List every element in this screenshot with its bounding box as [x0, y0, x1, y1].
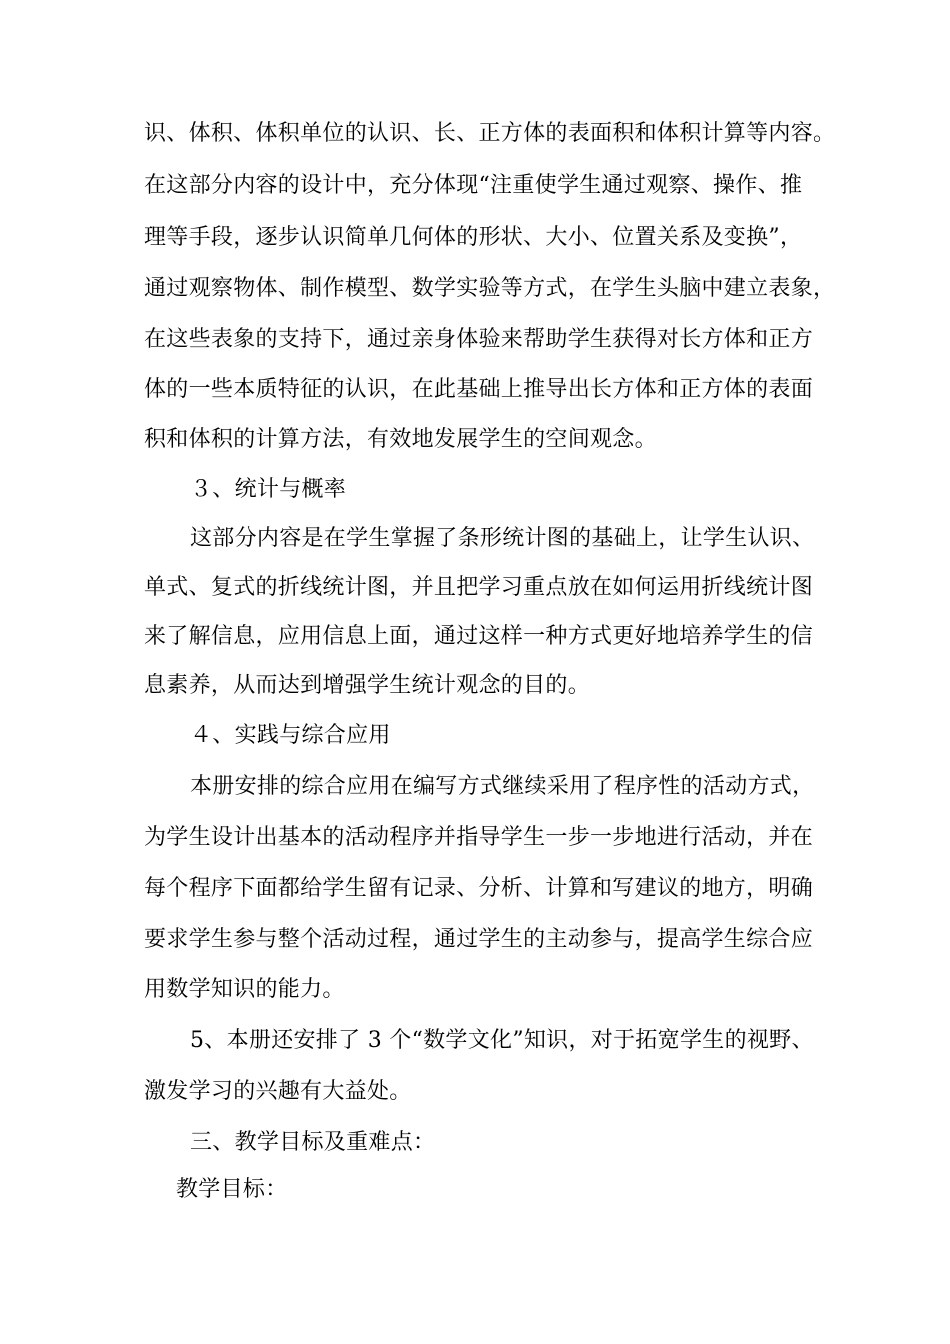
body-line: 这部分内容是在学生掌握了条形统计图的基础上，让学生认识、	[190, 526, 815, 551]
body-line: 为学生设计出基本的活动程序并指导学生一步一步地进行活动，并在	[144, 825, 814, 850]
body-line: 5、本册还安排了 3 个“数学文化”知识，对于拓宽学生的视野、	[190, 1028, 814, 1053]
subsection-heading: 教学目标：	[176, 1177, 288, 1202]
body-line: 激发学习的兴趣有大益处。	[144, 1079, 412, 1104]
body-line: 通过观察物体、制作模型、数学实验等方式，在学生头脑中建立表象，	[144, 276, 836, 301]
body-line: 息素养，从而达到增强学生统计观念的目的。	[144, 673, 591, 698]
body-line: 体的一些本质特征的认识，在此基础上推导出长方体和正方体的表面	[144, 377, 814, 402]
body-line: 理等手段，逐步认识简单几何体的形状、大小、位置关系及变换”，	[144, 225, 803, 250]
section-heading: ３、统计与概率	[190, 477, 347, 502]
body-line: 来了解信息，应用信息上面，通过这样一种方式更好地培养学生的信	[144, 624, 814, 649]
body-line: 识、体积、体积单位的认识、长、正方体的表面积和体积计算等内容。	[144, 121, 836, 146]
body-line: 在这部分内容的设计中，充分体现“注重使学生通过观察、操作、推	[144, 173, 803, 198]
body-line: 每个程序下面都给学生留有记录、分析、计算和写建议的地方，明确	[144, 876, 814, 901]
section-heading: 三、教学目标及重难点：	[190, 1130, 436, 1155]
section-heading: ４、实践与综合应用	[190, 723, 391, 748]
body-line: 单式、复式的折线统计图，并且把学习重点放在如何运用折线统计图	[144, 575, 814, 600]
body-line: 在这些表象的支持下，通过亲身体验来帮助学生获得对长方体和正方	[144, 327, 814, 352]
body-line: 用数学知识的能力。	[144, 977, 345, 1002]
body-line: 积和体积的计算方法，有效地发展学生的空间观念。	[144, 427, 657, 452]
body-line: 要求学生参与整个活动过程，通过学生的主动参与，提高学生综合应	[144, 927, 814, 952]
body-line: 本册安排的综合应用在编写方式继续采用了程序性的活动方式，	[190, 774, 815, 799]
